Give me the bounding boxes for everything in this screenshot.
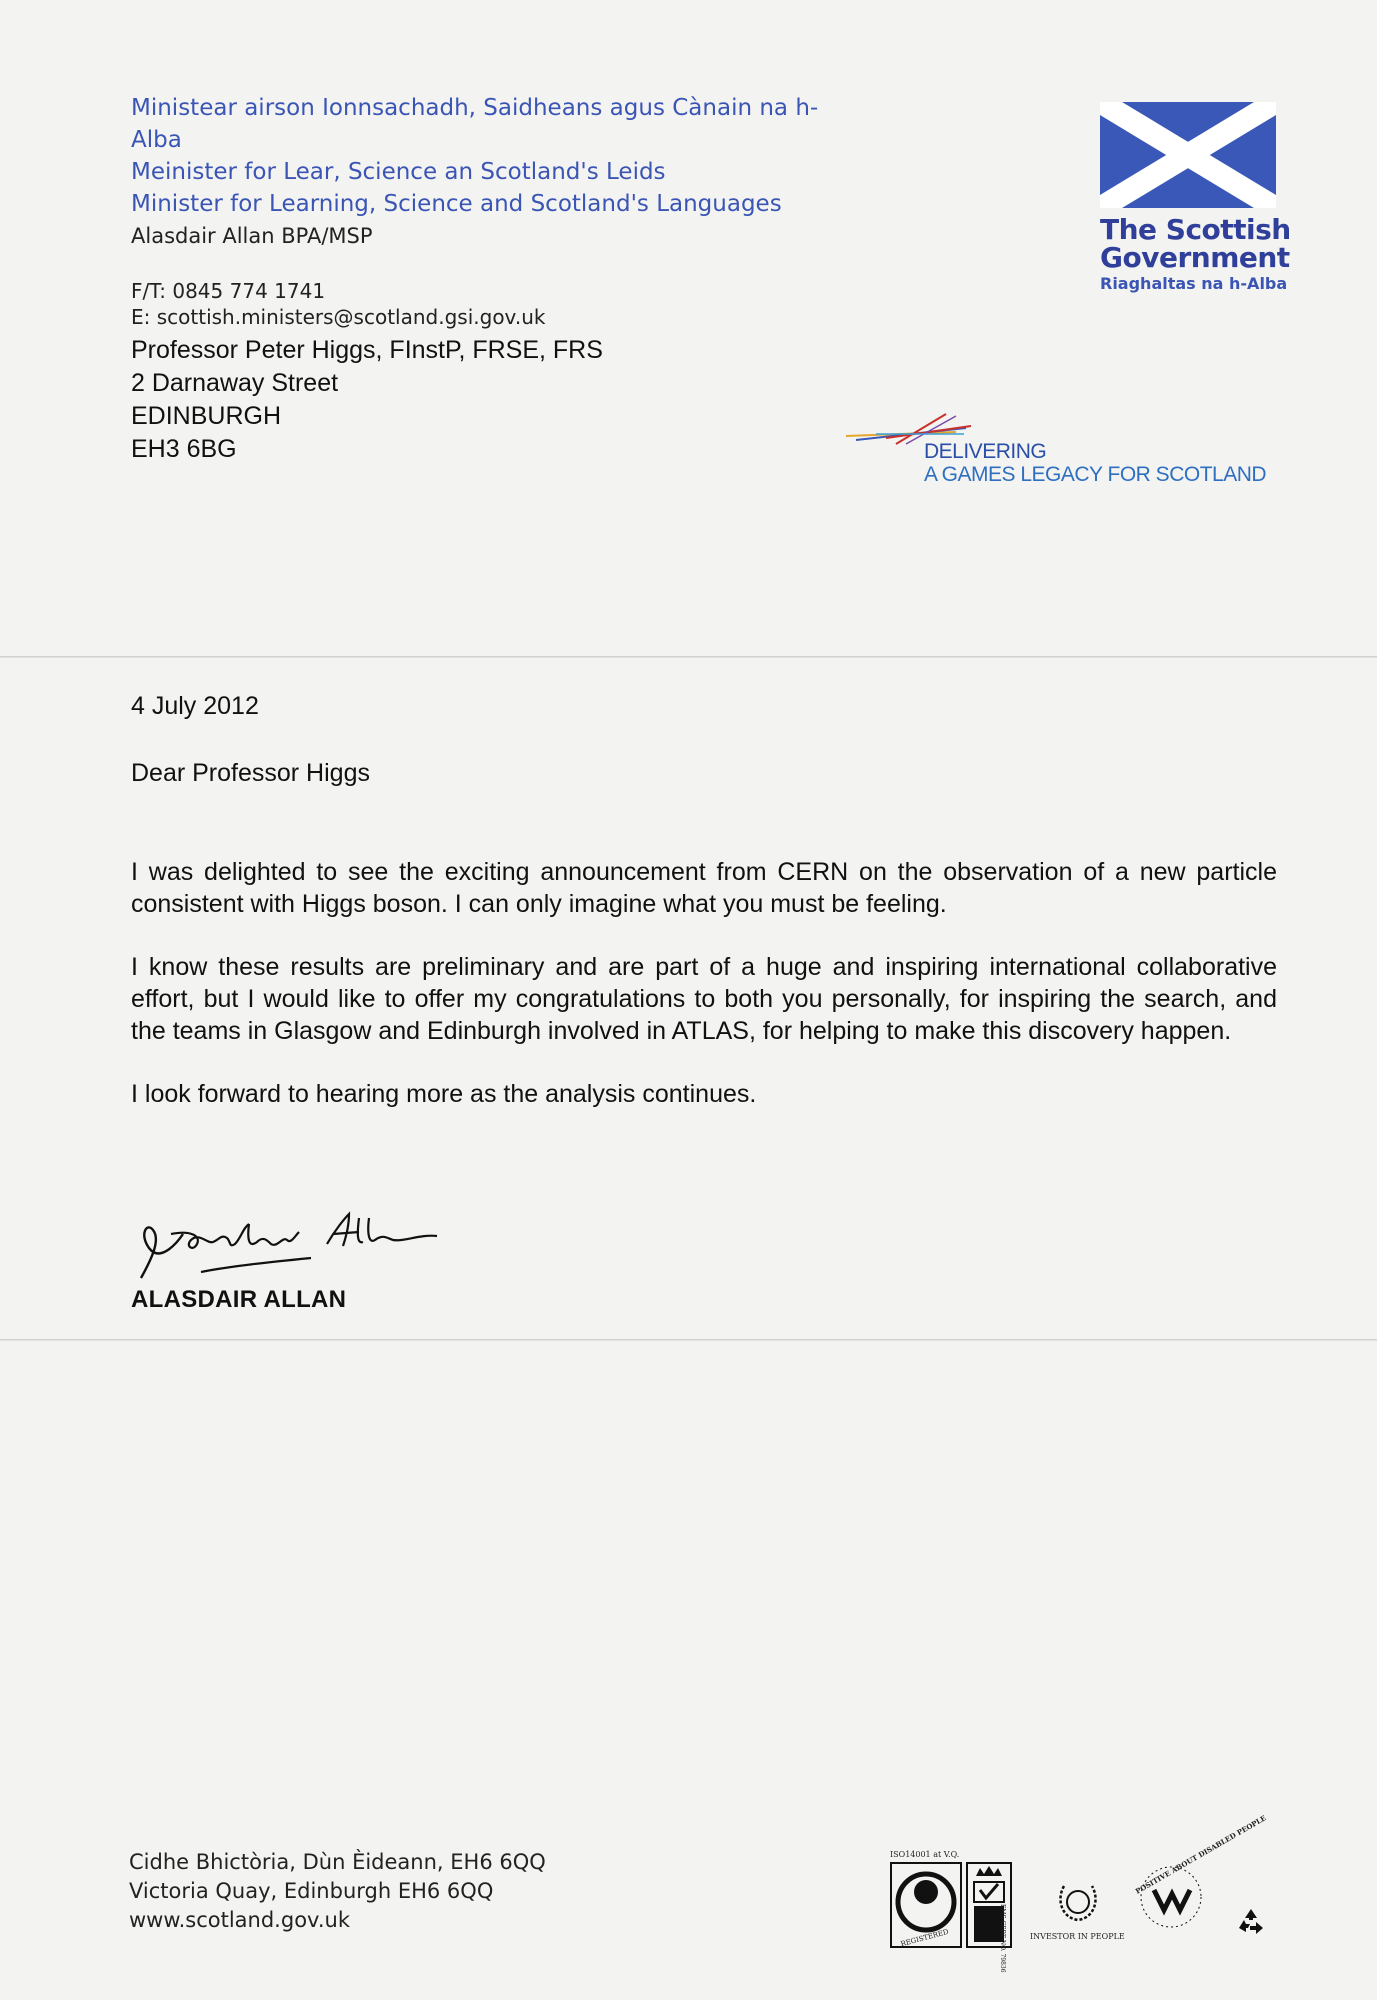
iso-label: ISO14001 at V.Q.: [890, 1850, 960, 1859]
phone-number: F/T: 0845 774 1741: [131, 279, 326, 303]
recycle-icon: [1236, 1906, 1266, 1936]
letter-salutation: Dear Professor Higgs: [131, 759, 370, 787]
email-address: E: scottish.ministers@scotland.gsi.gov.uk: [131, 305, 546, 329]
logo-text-government: Government: [1100, 241, 1290, 274]
saltire-flag-icon: [1100, 102, 1276, 208]
games-text-legacy: A GAMES LEGACY FOR SCOTLAND: [924, 463, 1267, 486]
investor-label: INVESTOR IN PEOPLE: [1030, 1932, 1125, 1941]
letter-paragraph: I look forward to hearing more as the analysis continues.: [131, 1080, 757, 1108]
letter-paragraph: I was delighted to see the exciting announcement from CERN on the observation of a new particle consistent with Higgs boson. I can only imagine what you must be feeling.: [131, 858, 1277, 918]
scottish-government-logo: [1100, 102, 1291, 293]
recipient-street: 2 Darnaway Street: [131, 369, 339, 397]
paper-fold-line: [0, 1339, 1377, 1341]
logo-text-scottish: The Scottish: [1100, 213, 1291, 246]
positive-label: POSITIVE ABOUT DISABLED PEOPLE: [1133, 1813, 1268, 1896]
ministry-header: [131, 92, 851, 252]
footer-address-english: Victoria Quay, Edinburgh EH6 6QQ: [129, 1879, 494, 1903]
ministry-english-title: Minister for Learning, Science and Scotland's Languages: [131, 191, 782, 217]
letter-date: 4 July 2012: [131, 692, 259, 720]
footer-website: www.scotland.gov.uk: [129, 1908, 350, 1932]
recipient-postcode: EH3 6BG: [131, 435, 237, 463]
ministry-scots-title: Meinister for Lear, Science an Scotland's Leids: [131, 159, 666, 185]
recipient-city: EDINBURGH: [131, 402, 282, 430]
recipient-name: Professor Peter Higgs, FInstP, FRSE, FRS: [131, 336, 603, 364]
letter-paragraph: I know these results are preliminary and are part of a huge and inspiring international collaborative effort, but I would like to offer my congratulations to both you personally, for inspiring the search, and the teams in Glasgow and Edinburgh involved in ATLAS, for helping to make this discovery happen.: [131, 953, 1277, 1045]
registered-label: REGISTERED: [899, 1927, 950, 1949]
minister-name: Alasdair Allan BPA/MSP: [131, 224, 373, 248]
signatory-name: ALASDAIR ALLAN: [131, 1286, 347, 1313]
ems-cert-label: EMS CERT NO. 79836: [999, 1904, 1006, 1973]
letter-body: [131, 856, 1277, 1141]
games-text-delivering: DELIVERING: [924, 440, 1047, 463]
paper-fold-line: [0, 656, 1377, 658]
contact-details: [131, 278, 545, 330]
ministry-gaelic-title: Ministear airson Ionnsachadh, Saidheans agus Cànain na h-: [131, 95, 819, 121]
investor-in-people-icon: [1056, 1876, 1100, 1926]
recipient-address: [131, 334, 603, 466]
handwritten-signature: [131, 1200, 471, 1290]
logo-text-gaelic: Riaghaltas na h-Alba: [1100, 274, 1288, 293]
ministry-gaelic-title-cont: Alba: [131, 127, 182, 153]
footer-address: [129, 1848, 546, 1935]
footer-address-gaelic: Cidhe Bhictòria, Dùn Èideann, EH6 6QQ: [129, 1850, 546, 1874]
accreditation-badges: [890, 1813, 1280, 1973]
